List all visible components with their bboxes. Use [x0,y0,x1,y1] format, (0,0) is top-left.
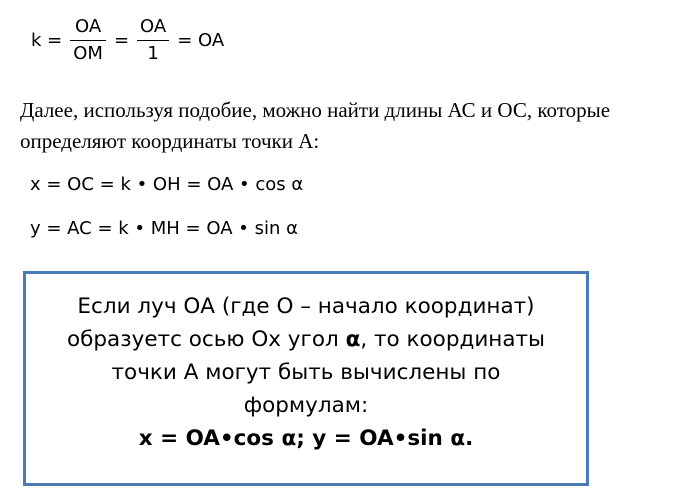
fraction-oa-1 [137,14,169,67]
summary-box [23,271,589,486]
formula-k-result: = OA [177,30,225,51]
summary-line-4: формулам: [243,393,369,418]
summary-line-2-part-a: образует [66,327,171,352]
summary-line-2-part-c: , то координаты [360,327,546,352]
explanation-paragraph: Далее, используя подобие, можно найти длины АС и ОС, которые определяют координаты точки А: [20,98,611,153]
fraction-denominator: 1 [147,43,159,64]
fraction-oa-om [70,14,106,67]
equals-sign: = [113,30,130,51]
summary-line-3: точки А могут быть вычислены по [111,360,501,385]
formula-x: x = OC = k • OH = OA • cos α [30,174,304,195]
summary-line-2 [26,323,586,356]
fraction-denominator: OM [73,43,103,64]
angle-alpha-symbol: α [345,327,361,352]
summary-formula-line: x = OA•cos α; y = OA•sin α. [138,426,474,451]
formula-k-lhs: k = [31,30,63,51]
fraction-numerator: OA [137,14,169,41]
summary-line-2-part-b: с осью Ох угол [170,327,346,352]
fraction-numerator: OA [70,14,106,41]
formula-y: y = AC = k • MH = OA • sin α [30,218,298,239]
formula-k [27,14,228,67]
summary-line-1: Если луч ОА (где О – начало координат) [77,294,535,319]
